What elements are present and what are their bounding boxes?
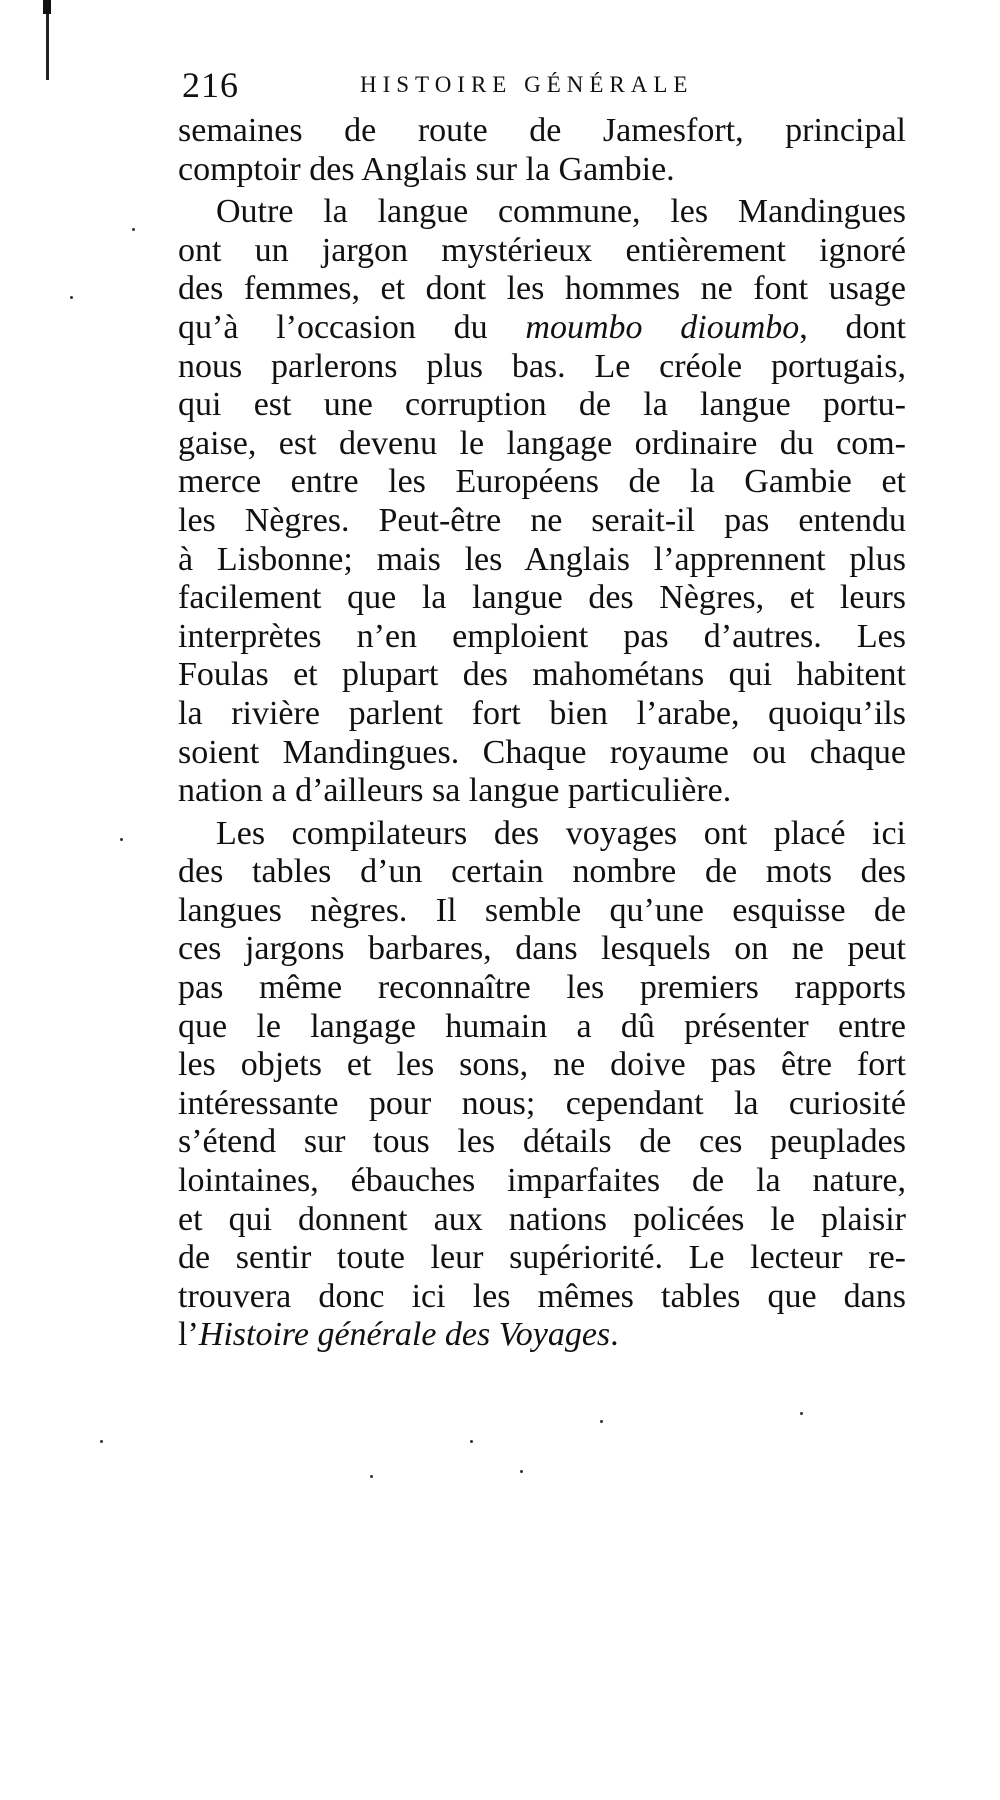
scan-speck [120, 838, 123, 841]
text-line: pas même reconnaître les premiers rapports [178, 969, 906, 1007]
text-line: s’étend sur tous les détails de ces peuplades [178, 1123, 906, 1161]
text-line: intéressante pour nous; cependant la curiosité [178, 1084, 906, 1122]
italic-title: Histoire générale des Voyages [198, 1316, 611, 1354]
text-line: à Lisbonne; mais les Anglais l’apprennent plus [178, 540, 906, 578]
text-line: gaise, est devenu le langage ordinaire du com- [178, 424, 906, 462]
text-line: Les compilateurs des voyages ont placé ici [216, 814, 906, 852]
scan-speck [520, 1470, 523, 1473]
text-line: Outre la langue commune, les Mandingues [216, 193, 906, 231]
text-line: la rivière parlent fort bien l’arabe, quoiqu’ils [178, 694, 906, 732]
scan-speck [100, 1440, 103, 1443]
text-line: langues nègres. Il semble qu’une esquisse de [178, 891, 906, 929]
text-line: facilement que la langue des Nègres, et leurs [178, 579, 906, 617]
scan-speck [370, 1475, 373, 1478]
text-line: merce entre les Européens de la Gambie et [178, 463, 906, 501]
paragraph-3 [178, 815, 906, 1355]
page-edge-mark-cap [43, 0, 51, 14]
text-line: ces jargons barbares, dans lesquels on ne peut [178, 930, 906, 968]
text-line: semaines de route de Jamesfort, principal [178, 112, 906, 149]
scan-speck [800, 1412, 803, 1415]
paragraph-2 [178, 193, 906, 811]
text-line: comptoir des Anglais sur la Gambie. [178, 150, 675, 188]
text-line: que le langage humain a dû présenter entre [178, 1007, 906, 1045]
text-line: ont un jargon mystérieux entièrement ignoré [178, 231, 906, 269]
text-line: les Nègres. Peut-être ne serait-il pas entendu [178, 501, 906, 539]
text-line: de sentir toute leur supériorité. Le lecteur re- [178, 1239, 906, 1277]
text-line: qu’à l’occasion du moumbo dioumbo, dont [178, 308, 906, 346]
scan-speck [600, 1420, 603, 1423]
paragraph-1 [178, 112, 906, 189]
body-text [178, 112, 906, 1355]
running-head [182, 58, 907, 108]
text-line: et qui donnent aux nations policées le plaisir [178, 1200, 906, 1238]
text-line: lointaines, ébauches imparfaites de la nature, [178, 1162, 906, 1200]
text-line: Foulas et plupart des mahométans qui habitent [178, 656, 906, 694]
page-number: 216 [182, 65, 239, 105]
text-line: des femmes, et dont les hommes ne font usage [178, 270, 906, 308]
scan-speck [70, 296, 73, 299]
running-title: HISTOIRE GÉNÉRALE [360, 72, 694, 97]
text-line: interprètes n’en emploient pas d’autres. Les [178, 617, 906, 655]
text-line: nation a d’ailleurs sa langue particulière. [178, 772, 732, 810]
text-line: l’Histoire générale des Voyages. [178, 1316, 619, 1354]
text-line: qui est une corruption de la langue portu- [178, 386, 906, 424]
scan-speck [132, 228, 135, 231]
text-line: trouvera donc ici les mêmes tables que dans [178, 1277, 906, 1315]
italic-term: moumbo dioumbo [525, 308, 800, 346]
text-line: des tables d’un certain nombre de mots des [178, 853, 906, 891]
text-line: nous parlerons plus bas. Le créole portugais, [178, 347, 906, 385]
text-line: les objets et les sons, ne doive pas être fort [178, 1046, 906, 1084]
text-line: soient Mandingues. Chaque royaume ou chaque [178, 733, 906, 771]
scan-speck [470, 1440, 473, 1443]
